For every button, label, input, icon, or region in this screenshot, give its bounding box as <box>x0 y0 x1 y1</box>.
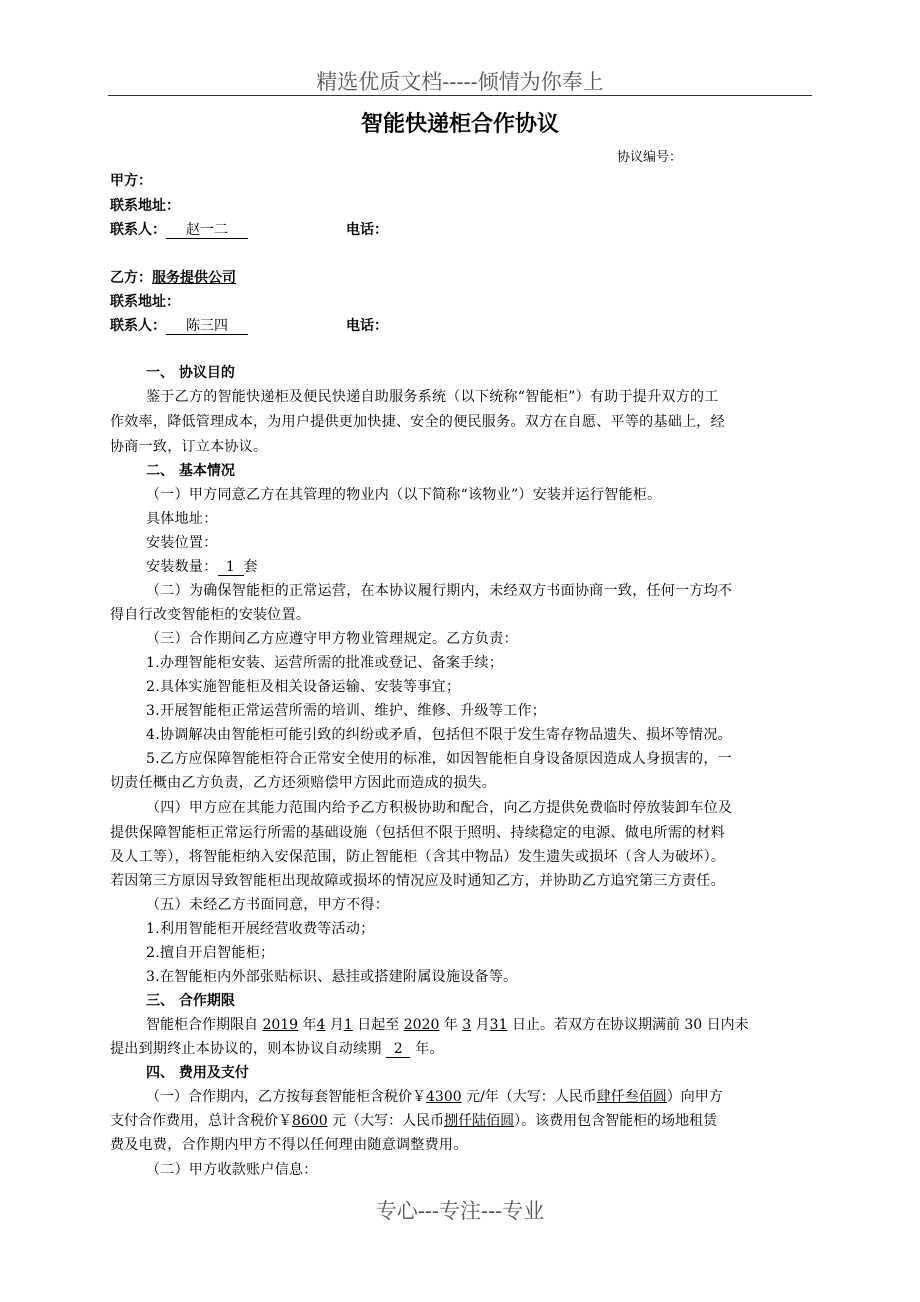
fee-text: ）向甲方 <box>666 1089 723 1105</box>
start-day: 1 <box>343 1017 353 1033</box>
list-item: 2.具体实施智能柜及相关设备运输、安装等事宜； <box>146 679 461 695</box>
party-b-contact-row <box>110 315 248 335</box>
list-item: 1.利用智能柜开展经营收费等活动； <box>146 921 375 937</box>
term-line-1 <box>146 1014 749 1034</box>
clause-payment-account: （二）甲方收款账户信息： <box>146 1162 318 1178</box>
list-item: 3.开展智能柜正常运营所需的培训、维护、维修、升级等工作； <box>146 703 547 719</box>
party-b-contact-name: 陈三四 <box>166 318 248 335</box>
list-item: 1.办理智能柜安装、运营所需的批准或登记、备案手续； <box>146 655 504 671</box>
fee-text: 元/年（大写：人民币 <box>461 1089 597 1105</box>
clause-1: （一）甲方同意乙方在其管理的物业内（以下简称“该物业”）安装并运行智能柜。 <box>146 487 662 503</box>
clause-5: （五）未经乙方书面同意，甲方不得： <box>146 897 390 913</box>
section-2-heading: 二、 基本情况 <box>146 463 235 479</box>
unit-price-chinese: 肆仟叁佰圆 <box>596 1089 667 1105</box>
party-b-row <box>110 267 236 287</box>
paragraph-line: 得自行改变智能柜的安装位置。 <box>110 607 311 623</box>
paragraph-line: 提供保障智能柜正常运行所需的基础设施（包括但不限于照明、持续稳定的电源、做电所需的材料 <box>110 825 725 841</box>
section-1-heading: 一、 协议目的 <box>146 365 235 381</box>
total-price: 8600 <box>292 1113 328 1129</box>
end-day: 31 <box>489 1017 508 1033</box>
install-position: 安装位置： <box>146 535 218 551</box>
list-item: 4.协调解决由智能柜可能引致的纠纷或矛盾，包括但不限于发生寄存物品遗失、损坏等情况。 <box>146 727 732 743</box>
fee-line-2 <box>110 1110 717 1130</box>
section-4-heading: 四、 费用及支付 <box>146 1065 249 1081</box>
end-month: 3 <box>462 1017 472 1033</box>
term-text: 年。 <box>410 1041 444 1057</box>
install-address: 具体地址： <box>146 511 218 527</box>
party-a-contact-name: 赵一二 <box>166 222 248 239</box>
install-quantity-unit: 套 <box>243 559 258 575</box>
fee-text: （一）合作期内，乙方按每套智能柜含税价￥ <box>146 1089 426 1105</box>
install-quantity-value: 1 <box>218 559 244 576</box>
term-text: 年 <box>298 1017 317 1033</box>
page-header: 精选优质文档-----倾情为你奉上 <box>316 70 604 94</box>
fee-text: 元（大写：人民币 <box>327 1113 445 1129</box>
term-text: 日止。若双方在协议期满前 30 日内未 <box>507 1017 749 1033</box>
paragraph-line: 鉴于乙方的智能快递柜及便民快递自助服务系统（以下统称“智能柜”）有助于提升双方的工 <box>146 389 719 405</box>
total-price-chinese: 捌仟陆佰圆 <box>444 1113 515 1129</box>
section-3-heading: 三、 合作期限 <box>146 993 235 1009</box>
party-b-name: 服务提供公司 <box>152 270 236 286</box>
fee-line-1 <box>146 1086 723 1106</box>
page-footer: 专心---专注---专业 <box>375 1199 545 1223</box>
term-line-2 <box>110 1038 444 1058</box>
end-year: 2020 <box>403 1017 440 1033</box>
paragraph-line: 协商一致，订立本协议。 <box>110 439 268 455</box>
party-b-contact-label: 联系人： <box>110 318 166 334</box>
paragraph-line: 及人工等），将智能柜纳入安保范围，防止智能柜（含其中物品）发生遗失或损坏（含人为破坏）。 <box>110 849 726 865</box>
install-quantity-row <box>146 556 258 576</box>
document-title: 智能快递柜合作协议 <box>360 112 559 137</box>
paragraph-line: 费及电费，合作期内甲方不得以任何理由随意调整费用。 <box>110 1137 468 1153</box>
term-text: 日起至 <box>352 1017 404 1033</box>
install-quantity-label: 安装数量： <box>146 559 218 575</box>
fee-text: 支付合作费用，总计含税价￥ <box>110 1113 292 1129</box>
party-a-contact-label: 联系人： <box>110 222 166 238</box>
party-a-contact-row <box>110 219 248 239</box>
paragraph-line: 作效率，降低管理成本，为用户提供更加快捷、安全的便民服务。双方在自愿、平等的基础上，经 <box>110 414 725 430</box>
clause-3: （三）合作期间乙方应遵守甲方物业管理规定。乙方负责： <box>146 631 518 647</box>
term-text: 年 <box>439 1017 463 1033</box>
unit-price: 4300 <box>426 1089 462 1105</box>
term-text: 提出到期终止本协议的，则本协议自动续期 <box>110 1041 387 1057</box>
start-year: 2019 <box>262 1017 299 1033</box>
party-b-label: 乙方： <box>110 270 152 286</box>
paragraph-line: （二）为确保智能柜的正常运营，在本协议履行期内，未经双方书面协商一致，任何一方均不 <box>146 583 733 599</box>
renew-years: 2 <box>386 1041 410 1058</box>
party-a-address: 联系地址： <box>110 198 180 214</box>
term-text: 月 <box>471 1017 490 1033</box>
list-item: 5.乙方应保障智能柜符合正常安全使用的标准，如因智能柜自身设备原因造成人身损害的，一 <box>146 751 732 767</box>
fee-text: ）。该费用包含智能柜的场地租赁 <box>514 1113 718 1129</box>
header-rule <box>108 95 812 96</box>
term-text: 智能柜合作期限自 <box>146 1017 263 1033</box>
party-b-address: 联系地址： <box>110 294 180 310</box>
paragraph-line: 切责任概由乙方负责，乙方还须赔偿甲方因此而造成的损失。 <box>110 775 497 791</box>
start-month: 4 <box>316 1017 326 1033</box>
list-item: 2.擅自开启智能柜； <box>146 945 275 961</box>
party-a-phone: 电话： <box>346 222 388 238</box>
term-text: 月 <box>325 1017 344 1033</box>
agreement-number: 协议编号： <box>617 150 683 165</box>
paragraph-line: 若因第三方原因导致智能柜出现故障或损坏的情况应及时通知乙方，并协助乙方追究第三方责任。 <box>110 873 725 889</box>
party-b-phone: 电话： <box>346 318 388 334</box>
paragraph-line: （四）甲方应在其能力范围内给予乙方积极协助和配合，向乙方提供免费临时停放装卸车位及 <box>146 800 733 816</box>
party-a-label: 甲方： <box>110 173 152 189</box>
list-item: 3.在智能柜内外部张贴标识、悬挂或搭建附属设施设备等。 <box>146 969 518 985</box>
